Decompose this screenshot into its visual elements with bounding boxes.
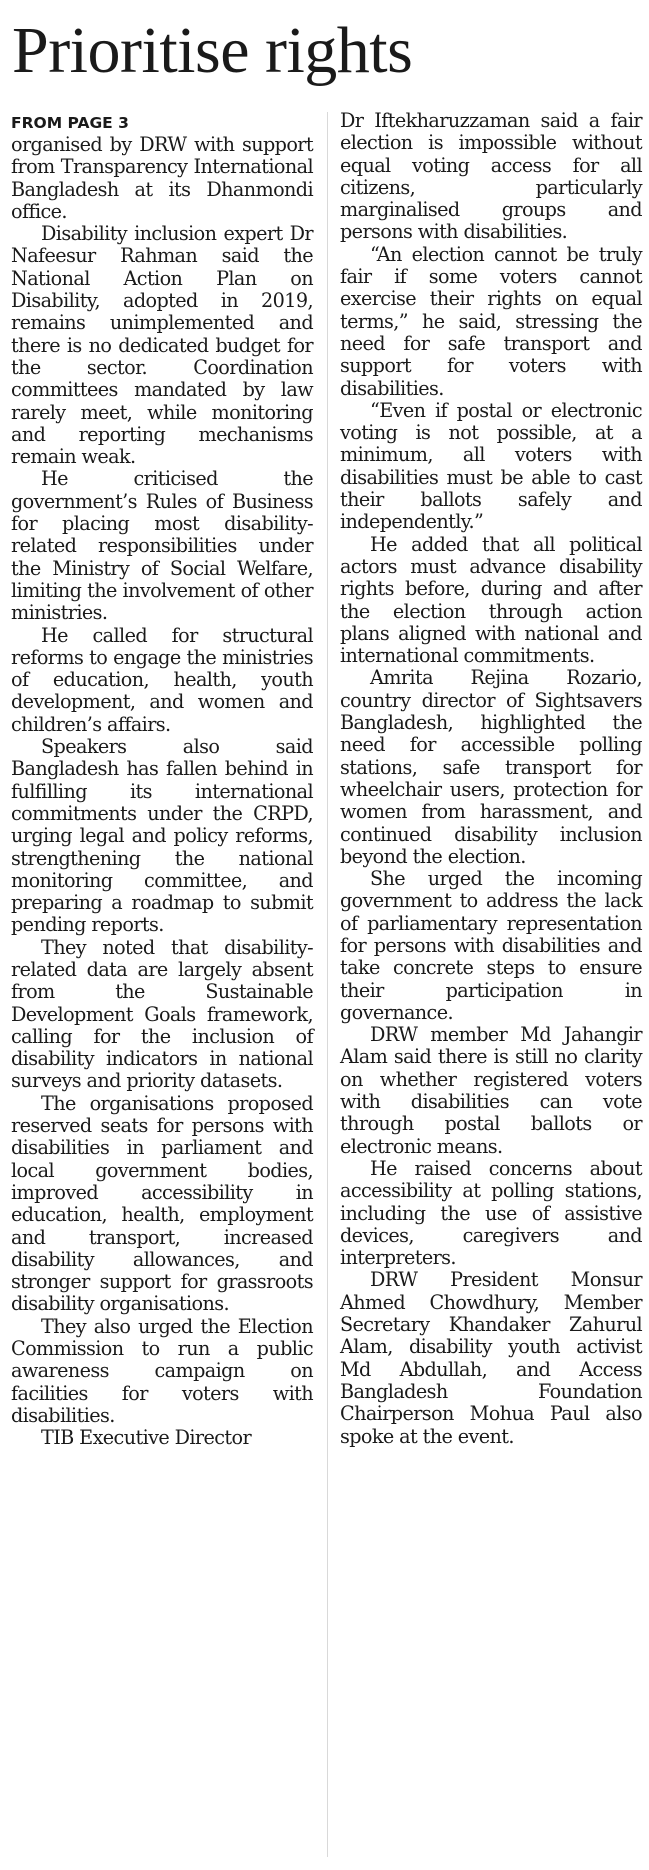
paragraph: He called for structural reforms to engage the ministries of education, health, youth development, and women and children’s affairs.	[11, 623, 313, 736]
column-divider	[327, 112, 328, 1857]
paragraph: He added that all political actors must advance disability rights before, during and after the election through action plans aligned with national and international commitments.	[340, 532, 642, 668]
left-column	[11, 112, 313, 1450]
paragraph: He criticised the government’s Rules of Business for placing most disability-related responsibilities under the Ministry of Social Welfare, limiting the involvement of other ministries.	[11, 467, 313, 625]
paragraph: “Even if postal or electronic voting is not possible, at a minimum, all voters with disabilities must be able to cast their ballots safely and independently.”	[340, 398, 642, 534]
paragraph: Speakers also said Bangladesh has fallen behind in fulfilling its international commitments under the CRPD, urging legal and policy reforms, strengthening the national monitoring committee, and preparing a roadmap to submit pending reports.	[11, 735, 313, 937]
paragraph: DRW member Md Jahangir Alam said there is still no clarity on whether registered voters with disabilities can vote through postal ballots or electronic means.	[340, 1023, 642, 1158]
paragraph: “An election cannot be truly fair if some voters cannot exercise their rights on equal terms,” he said, stressing the need for safe transport and support for voters with disabilities.	[340, 242, 642, 400]
paragraph: The organisations proposed reserved seats for persons with disabilities in parliament and local government bodies, improved accessibility in education, health, employment and transport, increased disability allowances, and stronger support for grassroots disability organisations.	[11, 1091, 313, 1316]
paragraph: He raised concerns about accessibility at polling stations, including the use of assistive devices, caregivers and interpreters.	[340, 1156, 642, 1270]
paragraph: Dr Iftekharuzzaman said a fair election is impossible without equal voting access for all citizens, particularly marginalised groups and persons with disabilities.	[340, 109, 642, 244]
kicker-from-page: FROM PAGE 3	[11, 114, 129, 132]
paragraph: Amrita Rejina Rozario, country director of Sightsavers Bangladesh, highlighted the need for accessible polling stations, safe transport for wheelchair users, protection for women from harassment, and continued disability inclusion beyond the election.	[340, 666, 642, 868]
paragraph: Disability inclusion expert Dr Nafeesur Rahman said the National Action Plan on Disability, adopted in 2019, remains unimplemented and there is no dedicated budget for the sector. Coordination committees mandated by law rarely meet, while monitoring and reporting mechanisms remain weak.	[11, 222, 313, 469]
paragraph: She urged the incoming government to address the lack of parliamentary representation for persons with disabilities and take concrete steps to ensure their participation in governance.	[340, 867, 642, 1024]
paragraph: organised by DRW with support from Transparency International Bangladesh at its Dhanmondi office.	[11, 133, 313, 223]
paragraph: They noted that disability-related data are largely absent from the Sustainable Development Goals framework, calling for the inclusion of disability indicators in national surveys and priority datasets.	[11, 935, 313, 1093]
right-column	[340, 110, 642, 1448]
paragraph: They also urged the Election Commission to run a public awareness campaign on facilities for voters with disabilities.	[11, 1314, 313, 1427]
paragraph: DRW President Monsur Ahmed Chowdhury, Member Secretary Khandaker Zahurul Alam, disability youth activist Md Abdullah, and Access Bangladesh Foundation Chairperson Mohua Paul also spoke at the event.	[340, 1268, 642, 1448]
headline: Prioritise rights	[12, 14, 413, 87]
paragraph-continued: TIB Executive Director	[41, 1426, 252, 1450]
